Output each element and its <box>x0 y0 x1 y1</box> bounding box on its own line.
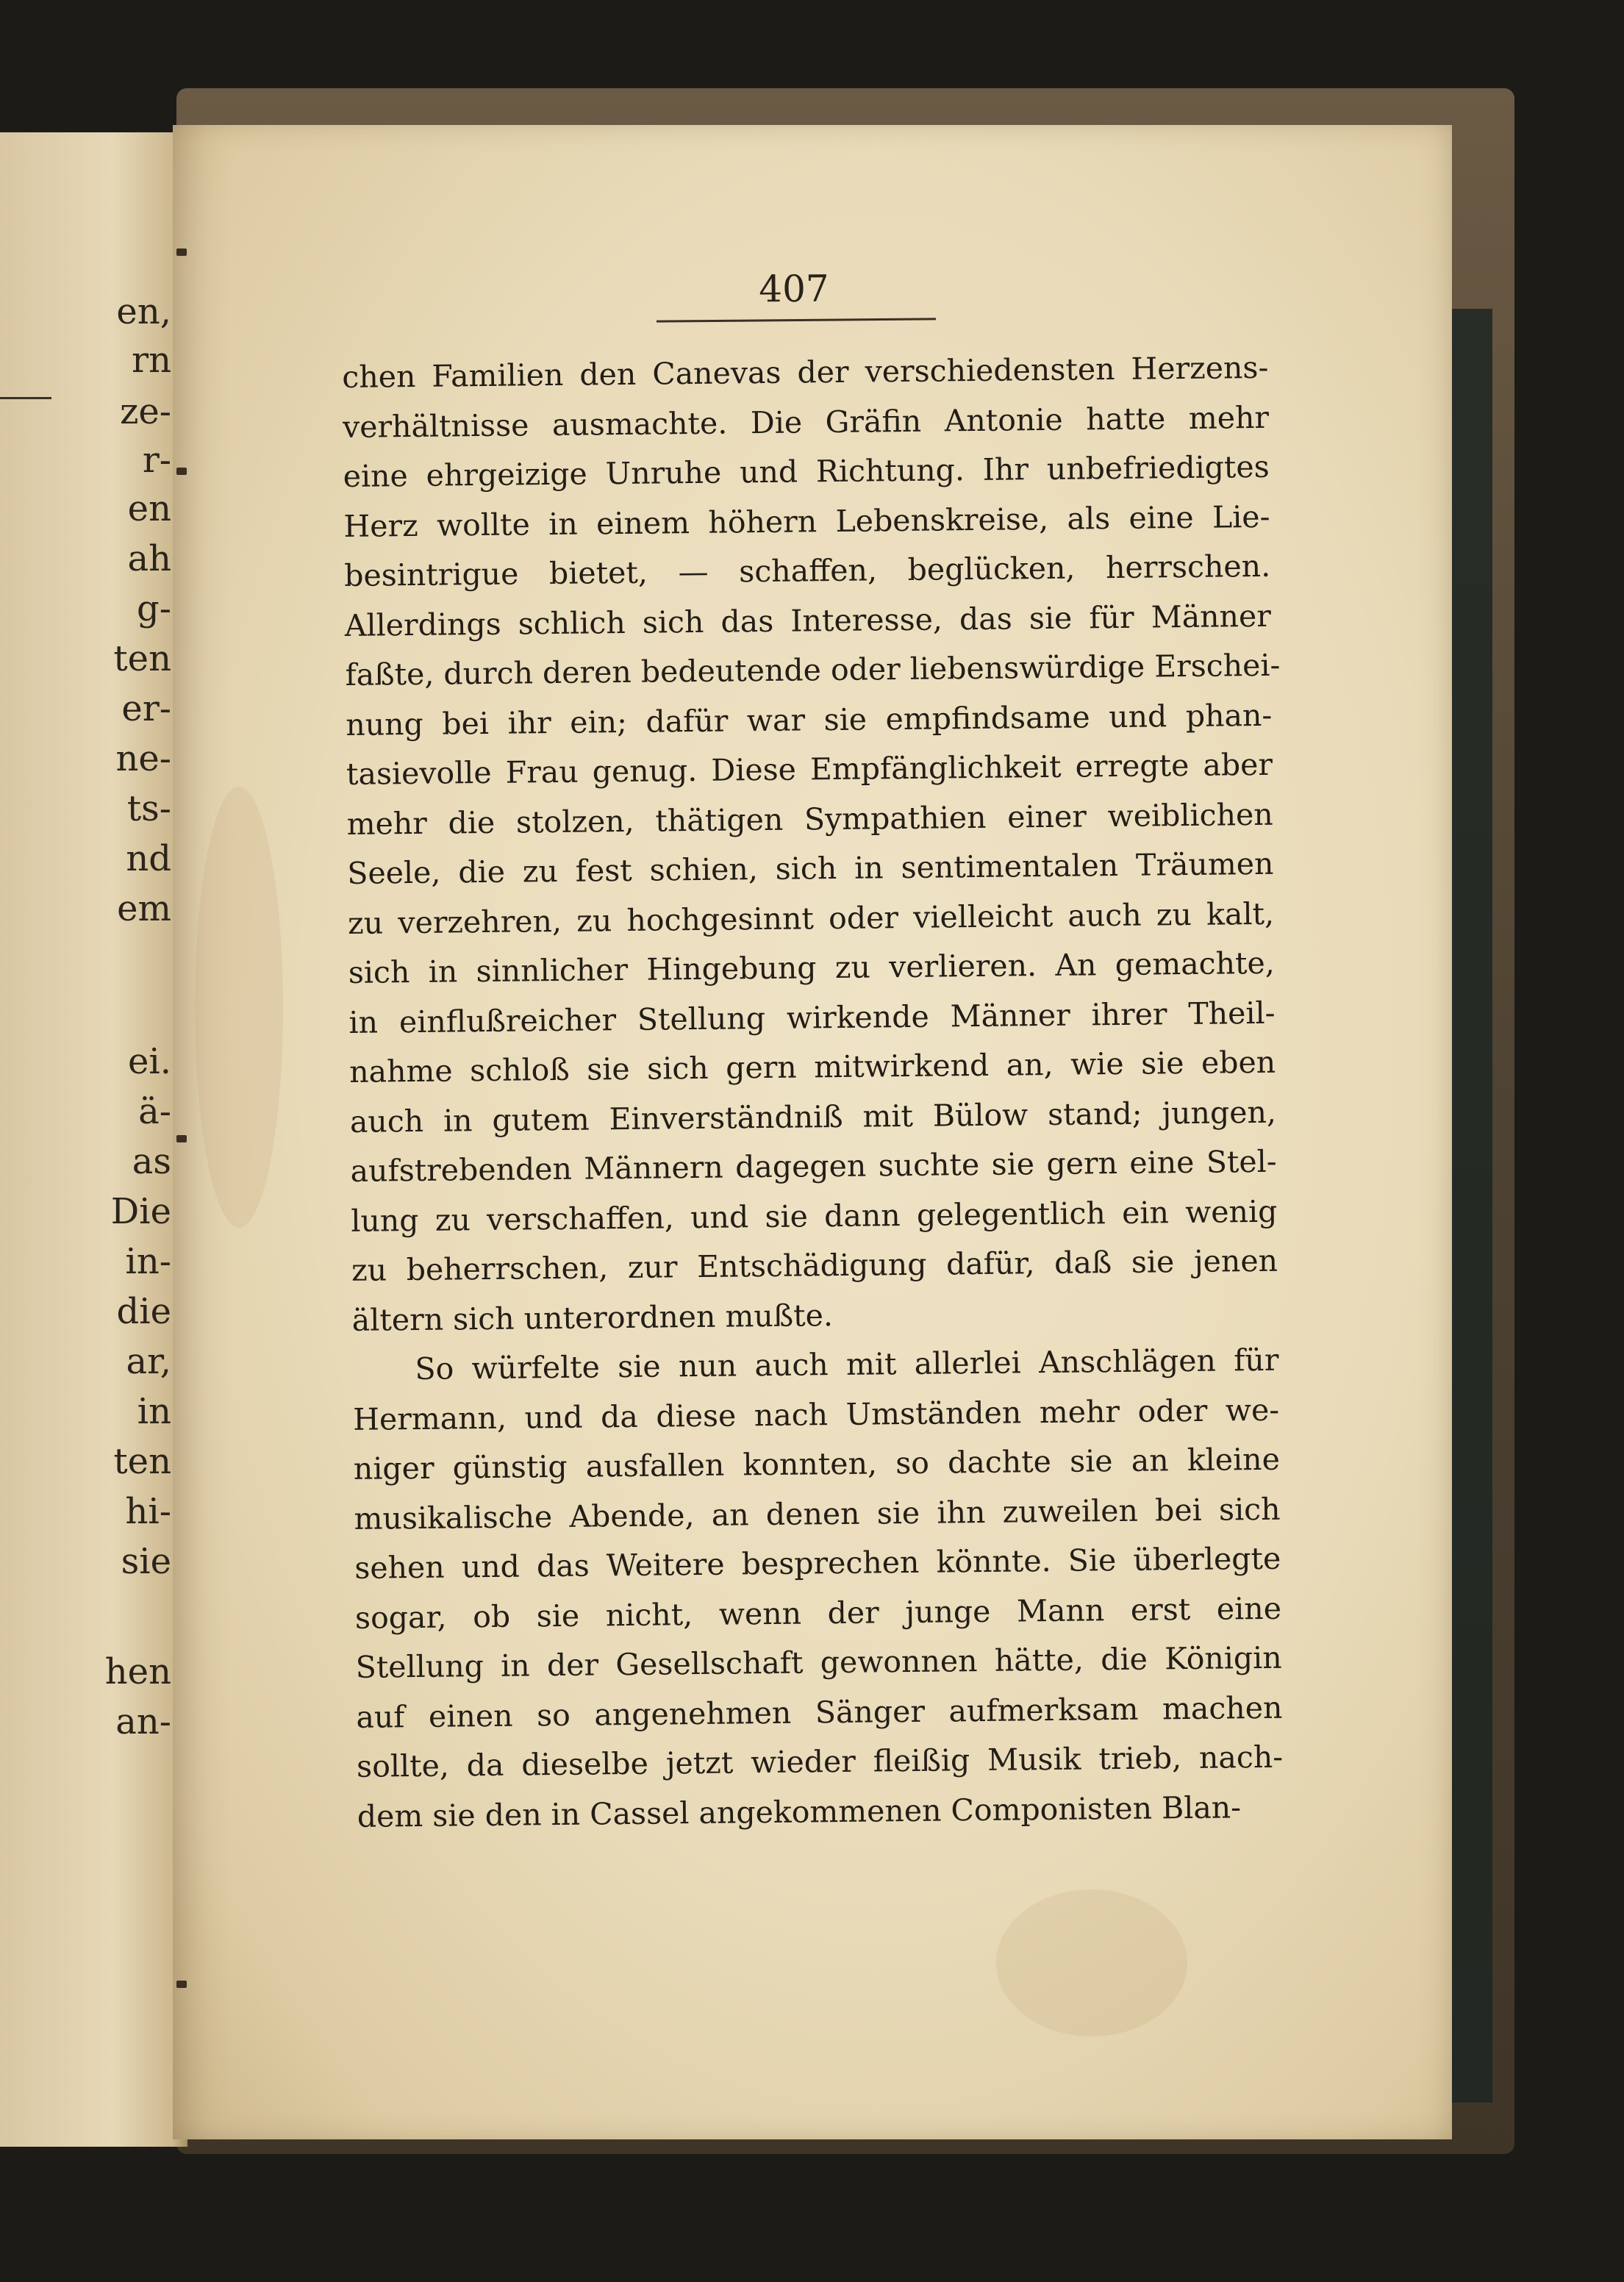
text-line: besintrigue bietet, — schaffen, beglücken, herrschen. <box>343 548 1271 593</box>
binding-thread-mark <box>176 1135 187 1142</box>
text-line: auch in gutem Einverständniß mit Bülow stand; jungen, <box>349 1094 1277 1140</box>
text-line: lung zu verschaffen, und sie dann gelegentlich ein wenig <box>351 1193 1278 1239</box>
text-line: So würfelte sie nun auch mit allerlei Anschlägen für <box>415 1342 1279 1387</box>
text-line: eine ehrgeizige Unruhe und Richtung. Ihr unbefriedigtes <box>343 448 1270 494</box>
previous-page-fragment: rn <box>132 340 171 381</box>
text-line: dem sie den in Cassel angekommenen Componisten Blan- <box>357 1789 1242 1834</box>
text-line: tasievolle Frau genug. Diese Empfänglichkeit erregte aber <box>346 746 1273 792</box>
previous-page-fragment: ar, <box>126 1341 171 1382</box>
text-line: in einflußreicher Stellung wirkende Männer ihrer Theil- <box>348 995 1276 1040</box>
previous-page-fragment: hen <box>104 1651 171 1692</box>
text-line: chen Familien den Canevas der verschiedensten Herzens- <box>342 349 1269 395</box>
previous-page-strip <box>0 132 187 2147</box>
text-line: mehr die stolzen, thätigen Sympathien einer weiblichen <box>346 796 1273 842</box>
previous-page-fragment: en <box>127 488 171 529</box>
binding-thread-mark <box>176 468 187 475</box>
previous-page-fragment: g- <box>137 588 171 629</box>
previous-page-fragment: an- <box>115 1701 171 1742</box>
text-line: sich in sinnlicher Hingebung zu verlieren. An gemachte, <box>348 945 1276 990</box>
previous-page-fragment: as <box>132 1141 171 1182</box>
previous-page-fragment: nd <box>126 838 171 879</box>
page-number: 407 <box>759 267 829 311</box>
body-text <box>342 343 1284 1842</box>
previous-page-fragment: r- <box>142 440 171 481</box>
text-line: Hermann, und da diese nach Umständen mehr oder we- <box>352 1392 1280 1437</box>
text-line: verhältnisse ausmachte. Die Gräfin Antonie hatte mehr <box>342 399 1270 445</box>
previous-page-fragment: ei. <box>127 1041 171 1082</box>
paper-stain <box>195 787 283 1228</box>
text-line: faßte, durch deren bedeutende oder liebenswürdige Erschei- <box>345 647 1281 693</box>
text-line: auf einen so angenehmen Sänger aufmerksam machen <box>356 1689 1283 1735</box>
previous-page-fragment: en, <box>116 291 171 332</box>
previous-page-fragment: ä- <box>138 1091 171 1132</box>
text-line: ältern sich unterordnen mußte. <box>351 1297 834 1338</box>
paper-stain <box>996 1889 1187 2036</box>
previous-page-fragment: ten <box>113 1441 171 1482</box>
text-line: nahme schloß sie sich gern mitwirkend an, wie sie eben <box>348 1044 1276 1090</box>
text-line: Stellung in der Gesellschaft gewonnen hätte, die Königin <box>355 1639 1282 1685</box>
previous-page-fragment: ten <box>113 638 171 679</box>
text-line: Herz wollte in einem höhern Lebenskreise, als eine Lie- <box>343 498 1270 544</box>
binding-thread-mark <box>176 248 187 256</box>
previous-page-fragment: ah <box>127 538 171 579</box>
previous-page-fragment: Die <box>110 1191 171 1232</box>
previous-page-fragment: ze- <box>120 391 171 432</box>
text-line: sehen und das Weitere besprechen könnte. Sie überlegte <box>354 1540 1281 1586</box>
previous-page-fragment: ts- <box>126 788 171 829</box>
previous-page-fragment: ne- <box>115 738 171 779</box>
text-line: aufstrebenden Männern dagegen suchte sie gern eine Stel- <box>350 1143 1277 1189</box>
text-line: zu verzehren, zu hochgesinnt oder vielleicht auch zu kalt, <box>347 895 1275 941</box>
text-line: Seele, die zu fest schien, sich in sentimentalen Träumen <box>347 845 1274 891</box>
text-line: Allerdings schlich sich das Interesse, das sie für Männer <box>344 598 1272 643</box>
previous-page-fragment: sie <box>121 1541 171 1582</box>
text-line: niger günstig ausfallen konnten, so dachte sie an kleine <box>353 1441 1281 1487</box>
previous-page-fragment: hi- <box>125 1491 171 1532</box>
text-line: zu beherrschen, zur Entschädigung dafür, daß sie jenen <box>351 1242 1278 1288</box>
previous-page-fragment: er- <box>121 688 171 729</box>
binding-thread-mark <box>176 1981 187 1988</box>
text-line: musikalische Abende, an denen sie ihn zuweilen bei sich <box>354 1491 1281 1537</box>
previous-page-fragment: em <box>117 888 171 929</box>
text-line: sogar, ob sie nicht, wenn der junge Mann erst eine <box>354 1590 1282 1636</box>
text-line: sollte, da dieselbe jetzt wieder fleißig Musik trieb, nach- <box>356 1739 1284 1784</box>
previous-page-fragment: in <box>137 1391 171 1432</box>
text-line: nung bei ihr ein; dafür war sie empfindsame und phan- <box>346 697 1273 743</box>
previous-page-fragment: die <box>116 1291 171 1332</box>
previous-page-fragment: in- <box>125 1241 171 1282</box>
